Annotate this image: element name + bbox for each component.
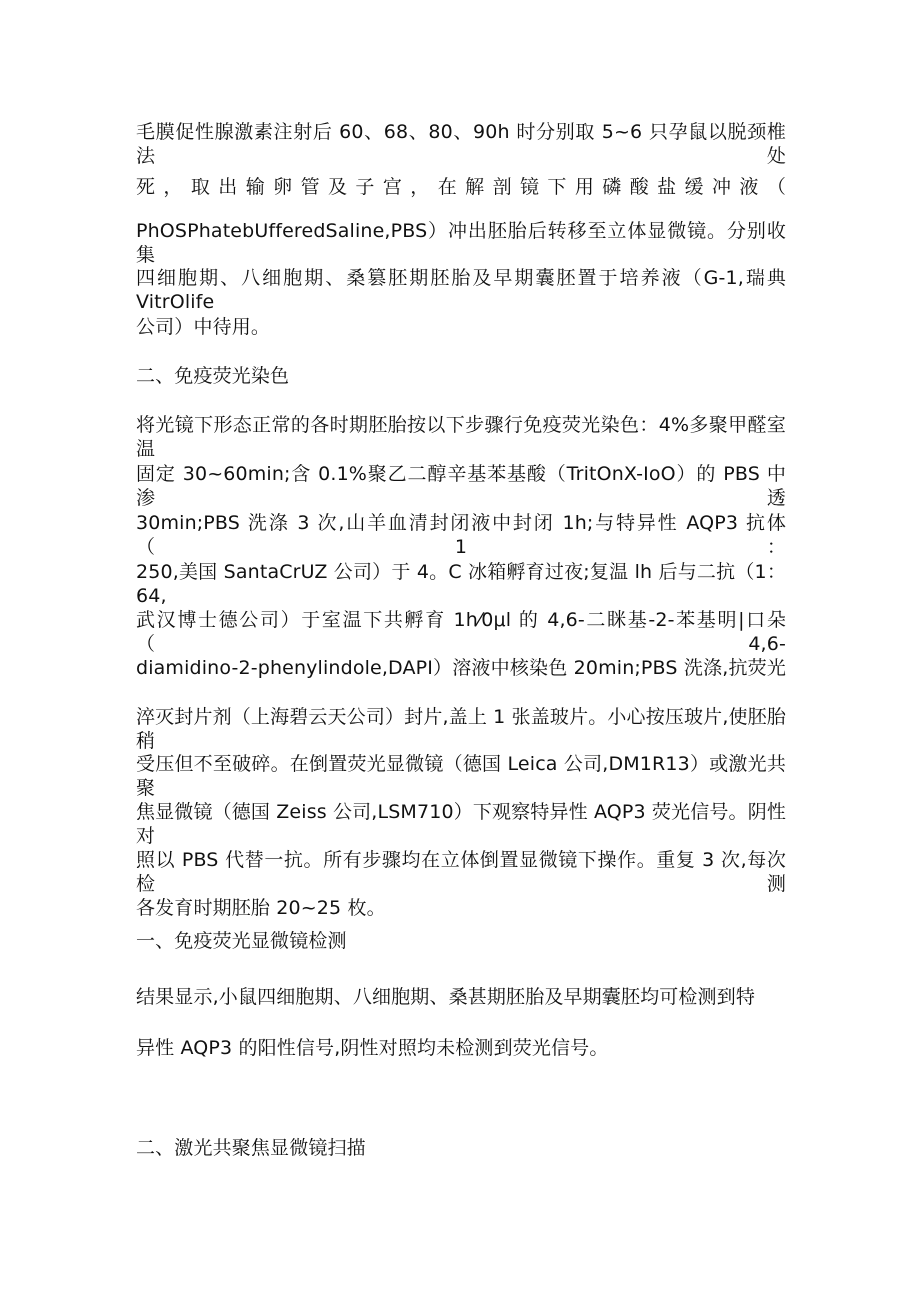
paragraph-1-line-2: 死，取出输卵管及子宫，在解剖镜下用磷酸盐缓冲液（ bbox=[136, 176, 786, 198]
paragraph-2-line-11: 各发育时期胚胎 20~25 枚。 bbox=[136, 897, 386, 919]
paragraph-2-line-9: 焦显微镜（德国 Zeiss 公司,LSM710）下观察特异性 AQP3 荧光信号。阴性对 bbox=[136, 801, 786, 847]
paragraph-1-line-3: PhOSPhatebUfferedSaline,PBS）冲出胚胎后转移至立体显微镜。分别收集 bbox=[136, 220, 786, 266]
paragraph-2-line-8: 受压但不至破碎。在倒置荧光显微镜（德国 Leica 公司,DM1R13）或激光共聚 bbox=[136, 753, 786, 799]
paragraph-1-line-1: 毛膜促性腺激素注射后 60、68、80、90h 时分别取 5~6 只孕鼠以脱颈椎法处 bbox=[136, 121, 786, 167]
paragraph-2-line-7: 淬灭封片剂（上海碧云天公司）封片,盖上 1 张盖玻片。小心按压玻片,使胚胎稍 bbox=[136, 706, 786, 752]
paragraph-1-line-5: 公司）中待用。 bbox=[136, 316, 271, 338]
paragraph-2-line-5: 武汉博士德公司）于室温下共孵育 1h⁄0μl 的 4,6-二眯基-2-苯基明|口朵（4,6- bbox=[136, 609, 786, 655]
heading-immunofluorescence-staining: 二、免疫荧光染色 bbox=[136, 365, 290, 387]
paragraph-2-line-10: 照以 PBS 代替一抗。所有步骤均在立体倒置显微镜下操作。重复 3 次,每次检测 bbox=[136, 849, 786, 895]
paragraph-2-line-2: 固定 30~60min;含 0.1%聚乙二醇辛基苯基酸（TritOnX-IoO）的 PBS 中渗透 bbox=[136, 463, 786, 509]
paragraph-2-line-6: diamidino-2-phenylindole,DAPI）溶液中核染色 20min;PBS 洗涤,抗荧光 bbox=[136, 657, 786, 679]
paragraph-3-line-1: 结果显示,小鼠四细胞期、八细胞期、桑甚期胚胎及早期囊胚均可检测到特 bbox=[136, 986, 755, 1008]
heading-immunofluorescence-microscopy: 一、免疫荧光显微镜检测 bbox=[136, 930, 347, 952]
heading-confocal-scanning: 二、激光共聚焦显微镜扫描 bbox=[136, 1137, 366, 1159]
paragraph-1-line-4: 四细胞期、八细胞期、桑篡胚期胚胎及早期囊胚置于培养液（G-1,瑞典 VitrOlife bbox=[136, 267, 786, 313]
paragraph-3-line-2: 异性 AQP3 的阳性信号,阴性对照均未检测到荧光信号。 bbox=[136, 1037, 609, 1059]
paragraph-2-line-4: 250,美国 SantaCrUZ 公司）于 4。C 冰箱孵育过夜;复温 lh 后与二抗（1：64, bbox=[136, 561, 786, 607]
paragraph-2-line-3: 30min;PBS 洗涤 3 次,山羊血清封闭液中封闭 1h;与特异性 AQP3 抗体（1： bbox=[136, 512, 786, 558]
paragraph-2-line-1: 将光镜下形态正常的各时期胚胎按以下步骤行免疫荧光染色：4%多聚甲醛室温 bbox=[136, 414, 786, 460]
